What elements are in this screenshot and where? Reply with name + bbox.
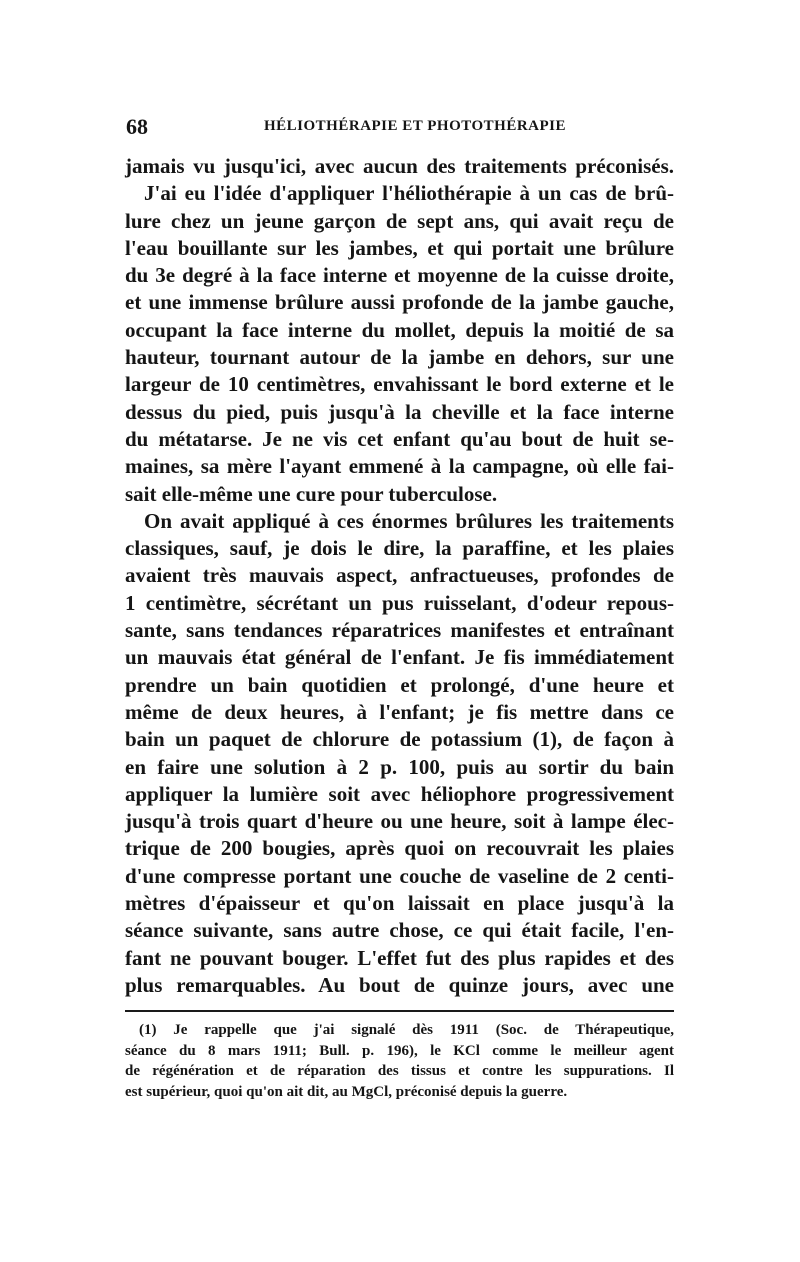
- footnote-divider: [125, 1010, 674, 1012]
- body-line: avaient très mauvais aspect, anfractueuses, profondes de: [125, 563, 674, 588]
- body-line: bain un paquet de chlorure de potassium (1), de façon à: [125, 727, 674, 752]
- body-line: en faire une solution à 2 p. 100, puis au sortir du bain: [125, 754, 674, 779]
- body-line: un mauvais état général de l'enfant. Je fis immédiatement: [125, 645, 674, 670]
- body-line: du 3e degré à la face interne et moyenne de la cuisse droite,: [125, 263, 674, 288]
- page-number: 68: [126, 114, 148, 139]
- body-line: sante, sans tendances réparatrices manifestes et entraînant: [125, 618, 674, 643]
- footnote-line: (1) Je rappelle que j'ai signalé dès 1911 (Soc. de Thérapeutique,: [139, 1022, 674, 1038]
- footnote-line: est supérieur, quoi qu'on ait dit, au MgCl, préconisé depuis la guerre.: [125, 1083, 568, 1100]
- body-line: appliquer la lumière soit avec héliophore progressivement: [125, 781, 674, 806]
- body-line: d'une compresse portant une couche de vaseline de 2 centi-: [125, 863, 674, 888]
- running-title: HÉLIOTHÉRAPIE ET PHOTOTHÉRAPIE: [264, 118, 567, 134]
- body-text: [125, 153, 674, 999]
- body-line: lure chez un jeune garçon de sept ans, qui avait reçu de: [125, 208, 674, 233]
- body-line: trique de 200 bougies, après quoi on recouvrait les plaies: [125, 836, 674, 861]
- page-header: [126, 114, 674, 144]
- body-line: prendre un bain quotidien et prolongé, d'une heure et: [125, 672, 674, 697]
- body-line: hauteur, tournant autour de la jambe en dehors, sur une: [125, 345, 674, 370]
- body-line: 1 centimètre, sécrétant un pus ruisselant, d'odeur repous-: [125, 590, 674, 615]
- body-line: largeur de 10 centimètres, envahissant le bord externe et le: [125, 372, 674, 397]
- footnote-line: de régénération et de réparation des tissus et contre les suppurations. Il: [125, 1063, 674, 1079]
- body-line: J'ai eu l'idée d'appliquer l'héliothérapie à un cas de brû-: [144, 181, 674, 206]
- body-line: même de deux heures, à l'enfant; je fis mettre dans ce: [125, 699, 674, 724]
- body-line: du métatarse. Je ne vis cet enfant qu'au bout de huit se-: [125, 426, 674, 451]
- body-line: jamais vu jusqu'ici, avec aucun des traitements préconisés.: [125, 154, 674, 178]
- body-line: l'eau bouillante sur les jambes, et qui portait une brûlure: [125, 235, 674, 260]
- footnote: [125, 1020, 674, 1102]
- body-line: jusqu'à trois quart d'heure ou une heure, soit à lampe élec-: [125, 809, 674, 834]
- body-line: classiques, sauf, je dois le dire, la paraffine, et les plaies: [125, 536, 674, 561]
- body-line: On avait appliqué à ces énormes brûlures les traitements: [144, 508, 674, 533]
- body-line: sait elle-même une cure pour tuberculose.: [125, 481, 498, 506]
- body-line: séance suivante, sans autre chose, ce qui était facile, l'en-: [125, 918, 674, 943]
- footnote-line: séance du 8 mars 1911; Bull. p. 196), le KCl comme le meilleur agent: [125, 1042, 674, 1059]
- body-line: et une immense brûlure aussi profonde de la jambe gauche,: [125, 290, 674, 315]
- body-line: occupant la face interne du mollet, depuis la moitié de sa: [125, 317, 674, 342]
- body-line: plus remarquables. Au bout de quinze jours, avec une: [125, 972, 674, 997]
- body-line: fant ne pouvant bouger. L'effet fut des plus rapides et des: [125, 945, 674, 970]
- body-line: mètres d'épaisseur et qu'on laissait en place jusqu'à la: [125, 891, 674, 916]
- body-line: dessus du pied, puis jusqu'à la cheville et la face interne: [125, 399, 674, 424]
- body-line: maines, sa mère l'ayant emmené à la campagne, où elle fai-: [125, 454, 674, 479]
